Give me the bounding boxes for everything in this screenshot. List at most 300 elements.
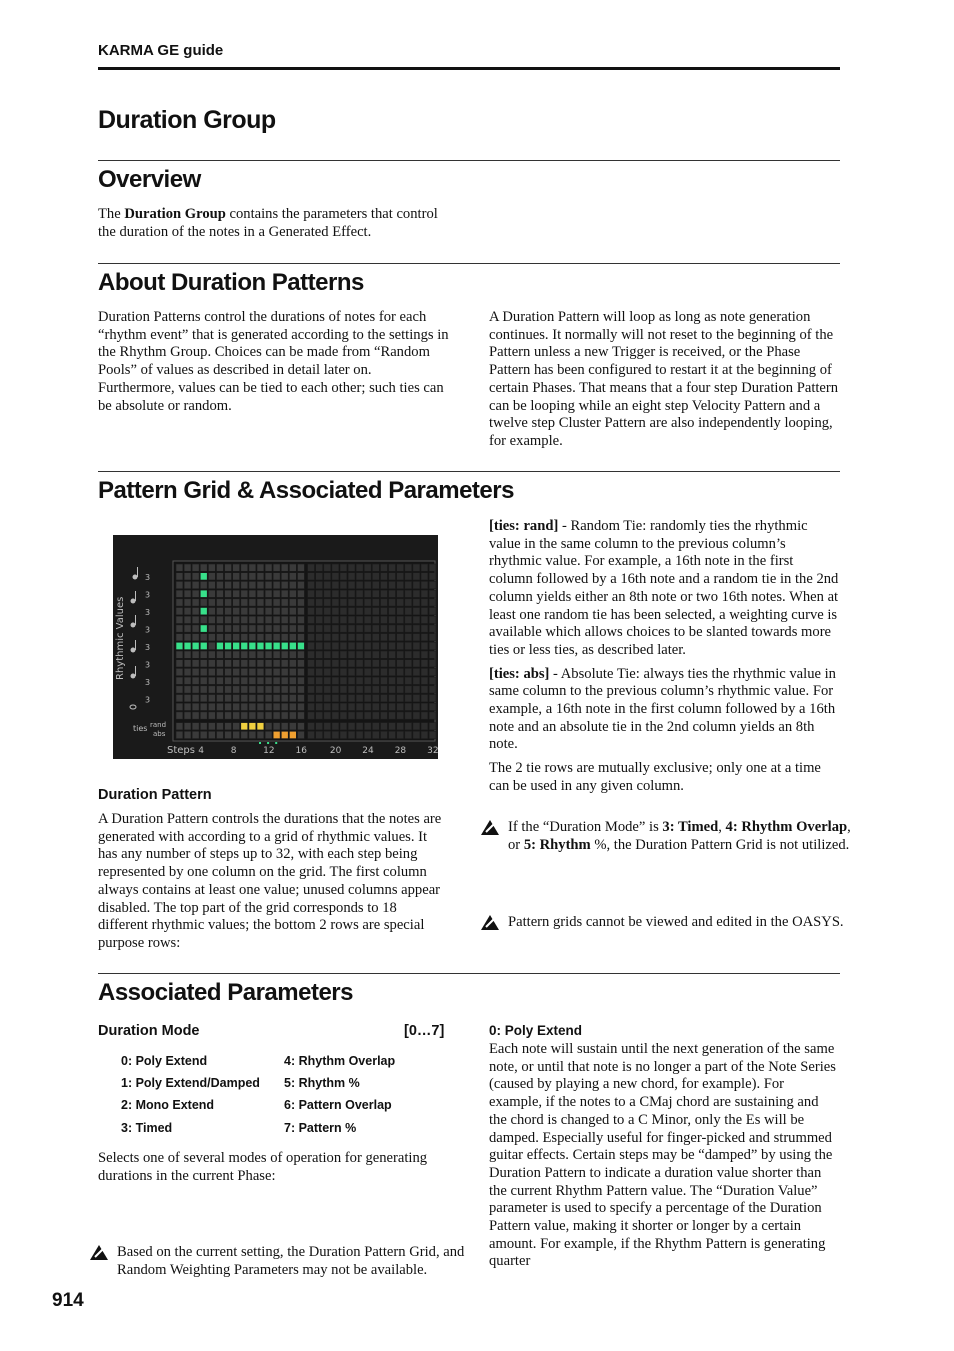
grid-cell [200, 599, 207, 606]
grid-cell [208, 686, 215, 693]
grid-cell [225, 634, 232, 641]
grid-cell [372, 695, 379, 702]
grid-cell [405, 686, 412, 693]
grid-cell [200, 712, 207, 719]
grid-cell [397, 573, 404, 580]
grid-cell [356, 651, 363, 658]
grid-cell [298, 564, 305, 571]
grid-cell [405, 660, 412, 667]
grid-cell [281, 625, 288, 632]
grid-cell [389, 731, 396, 738]
grid-cell [200, 651, 207, 658]
duration-pattern-heading: Duration Pattern [98, 787, 212, 803]
grid-cell [208, 634, 215, 641]
grid-cell [281, 723, 288, 730]
grid-cell [364, 651, 371, 658]
grid-cell [389, 573, 396, 580]
heading-about-duration-patterns: About Duration Patterns [98, 269, 364, 296]
grid-cell [421, 564, 428, 571]
grid-cell [192, 686, 199, 693]
grid-cell [233, 695, 240, 702]
grid-cell [364, 573, 371, 580]
grid-cell [184, 668, 191, 675]
grid-cell [257, 712, 264, 719]
grid-cell [356, 616, 363, 623]
grid-cell [257, 677, 264, 684]
poly-extend-text: Each note will sustain until the next generation of the same note, or until that note is no longer a part of the Note Series (caused by playing a new chord, for example). For example, if the notes to a CMaj chord are sustaining and the chord is changed to a C Minor, only the Es will be damped. Especially useful for finger-picked and strummed guitar effects. Certain steps may be “damped” by using the Duration Pattern to indicate a duration value shorter than the current Rhythm Pattern value. The “Duration Value” parameter is used to specify a percentage of the Duration Pattern value, making it shorter or longer by a certain amount. For example, if the Rhythm Pattern is generating quarter [489, 1041, 836, 1270]
grid-cell [389, 564, 396, 571]
grid-cell [265, 564, 272, 571]
grid-cell [316, 616, 323, 623]
grid-cell [308, 590, 315, 597]
grid-cell [200, 608, 207, 615]
step-marker [267, 742, 269, 744]
grid-cell [340, 660, 347, 667]
grid-cell [257, 731, 264, 738]
grid-cell [281, 608, 288, 615]
grid-cell [356, 712, 363, 719]
grid-cell [405, 590, 412, 597]
grid-cell [241, 695, 248, 702]
grid-cell [429, 564, 436, 571]
grid-cell [225, 573, 232, 580]
grid-cell [208, 731, 215, 738]
grid-cell [389, 660, 396, 667]
grid-cell [332, 668, 339, 675]
grid-cell [308, 703, 315, 710]
grid-cell [217, 660, 224, 667]
grid-cell [217, 695, 224, 702]
grid-cell [265, 608, 272, 615]
grid-cell [413, 677, 420, 684]
grid-cell [217, 642, 224, 649]
grid-cell [217, 686, 224, 693]
grid-cell [192, 723, 199, 730]
grid-cell [289, 590, 296, 597]
grid-cell [176, 660, 183, 667]
grid-cell [308, 634, 315, 641]
grid-cell [298, 712, 305, 719]
grid-cell [397, 712, 404, 719]
grid-cell [405, 625, 412, 632]
grid-cell [217, 608, 224, 615]
grid-cell [356, 564, 363, 571]
grid-cell [413, 581, 420, 588]
grid-cell [405, 581, 412, 588]
grid-cell [298, 668, 305, 675]
grid-cell [249, 608, 256, 615]
grid-cell [200, 686, 207, 693]
grid-cell [249, 723, 256, 730]
grid-cell [200, 573, 207, 580]
grid-cell [192, 712, 199, 719]
grid-cell [225, 564, 232, 571]
grid-cell [176, 599, 183, 606]
grid-cell [429, 616, 436, 623]
grid-cell [389, 712, 396, 719]
heading-associated-parameters: Associated Parameters [98, 979, 353, 1006]
grid-cell [225, 660, 232, 667]
grid-cell [257, 723, 264, 730]
grid-cell [332, 712, 339, 719]
grid-cell [356, 599, 363, 606]
grid-cell [332, 590, 339, 597]
grid-cell [298, 642, 305, 649]
grid-cell [249, 590, 256, 597]
grid-cell [348, 677, 355, 684]
grid-cell [397, 616, 404, 623]
triplet-mark: 3 [145, 660, 151, 670]
grid-cell [405, 642, 412, 649]
mode-option: 4: Rhythm Overlap [284, 1054, 396, 1068]
grid-cell [316, 731, 323, 738]
grid-cell [429, 695, 436, 702]
grid-cell [192, 634, 199, 641]
grid-cell [389, 723, 396, 730]
grid-cell [192, 668, 199, 675]
grid-cell [208, 599, 215, 606]
grid-cell [429, 686, 436, 693]
grid-cell [405, 695, 412, 702]
grid-cell [364, 616, 371, 623]
grid-cell [348, 642, 355, 649]
grid-cell [429, 590, 436, 597]
grid-cell [429, 703, 436, 710]
grid-cell [265, 599, 272, 606]
grid-cell [192, 695, 199, 702]
grid-cell [413, 723, 420, 730]
grid-cell [265, 642, 272, 649]
grid-cell [249, 625, 256, 632]
grid-cell [429, 660, 436, 667]
grid-cell [249, 634, 256, 641]
grid-cell [176, 731, 183, 738]
ties-description: [ties: rand] - Random Tie: randomly ties the rhythmic value in the same column to the previous column’s rhythmic value. For example, a 16th note in the first column followed by a 16th note and a random tie in the 2nd column yields either an 8th note or two 16th notes. When at least one random tie has been selected, a weighting curve is available which allows choices to be slanted towards more ties or less ties, as described later. [ties: abs] - Absolute Tie: always ties the rhythmic value in same column to the previous column’s rhythmic value. For example, a 16th note in the first column followed by a 16th note and an absolute tie in the 2nd column yields an 8th note. The 2 tie rows are mutually exclusive; only one at a time can be used in any given column. [489, 518, 839, 794]
grid-cell [233, 731, 240, 738]
grid-cell [372, 581, 379, 588]
grid-cell [184, 599, 191, 606]
grid-cell [225, 686, 232, 693]
grid-cell [257, 642, 264, 649]
grid-cell [241, 668, 248, 675]
grid-cell [192, 642, 199, 649]
grid-cell [389, 695, 396, 702]
grid-cell [397, 660, 404, 667]
grid-cell [397, 686, 404, 693]
grid-cell [241, 677, 248, 684]
grid-cell [176, 677, 183, 684]
grid-cell [281, 668, 288, 675]
grid-cell [289, 581, 296, 588]
grid-cell [421, 651, 428, 658]
grid-cell [265, 625, 272, 632]
grid-cell [233, 651, 240, 658]
grid-cell [340, 599, 347, 606]
grid-cell [308, 625, 315, 632]
grid-cell [184, 564, 191, 571]
grid-cell [273, 703, 280, 710]
grid-cell [273, 668, 280, 675]
grid-cell [405, 616, 412, 623]
grid-cell [241, 590, 248, 597]
grid-cell [397, 695, 404, 702]
grid-cell [225, 712, 232, 719]
grid-cell [257, 573, 264, 580]
grid-cell [429, 625, 436, 632]
grid-cell [200, 634, 207, 641]
grid-cell [184, 703, 191, 710]
grid-cell [324, 599, 331, 606]
grid-cell [397, 581, 404, 588]
grid-cell [340, 651, 347, 658]
grid-cell [397, 723, 404, 730]
grid-cell [273, 616, 280, 623]
grid-cell [208, 608, 215, 615]
grid-cell [316, 642, 323, 649]
abs-label: abs [153, 730, 166, 738]
grid-cell [421, 668, 428, 675]
grid-cell [316, 573, 323, 580]
note-availability: Based on the current setting, the Duration Pattern Grid, and Random Weighting Parameters may not be available. [89, 1244, 469, 1279]
grid-cell [421, 703, 428, 710]
grid-cell [257, 686, 264, 693]
grid-cell [389, 703, 396, 710]
grid-cell [233, 677, 240, 684]
mode-option: 0: Poly Extend [121, 1054, 208, 1068]
grid-cell [356, 581, 363, 588]
grid-cell [241, 625, 248, 632]
grid-cell [225, 599, 232, 606]
grid-cell [249, 668, 256, 675]
grid-cell [316, 564, 323, 571]
grid-cell [241, 660, 248, 667]
grid-cell [389, 590, 396, 597]
grid-cell [405, 608, 412, 615]
grid-cell [200, 642, 207, 649]
grid-cell [413, 573, 420, 580]
note-duration-mode: If the “Duration Mode” is 3: Timed, 4: Rhythm Overlap, or 5: Rhythm %, the Duration Pattern Grid is not utilized. [480, 819, 858, 854]
grid-cell [413, 564, 420, 571]
grid-cell [184, 677, 191, 684]
pencil-note-icon [480, 819, 500, 842]
grid-cell [397, 608, 404, 615]
grid-cell [429, 731, 436, 738]
grid-cell [348, 703, 355, 710]
grid-cell [233, 634, 240, 641]
grid-cell [176, 712, 183, 719]
grid-cell [381, 668, 388, 675]
grid-cell [241, 599, 248, 606]
grid-cell [421, 642, 428, 649]
mode-option: 2: Mono Extend [121, 1098, 215, 1112]
grid-cell [316, 660, 323, 667]
grid-cell [413, 731, 420, 738]
grid-cell [348, 599, 355, 606]
grid-cell [405, 668, 412, 675]
grid-cell [364, 634, 371, 641]
grid-cell [348, 651, 355, 658]
grid-cell [340, 616, 347, 623]
grid-cell [364, 642, 371, 649]
grid-cell [298, 573, 305, 580]
grid-cell [332, 723, 339, 730]
grid-cell [372, 703, 379, 710]
grid-cell [397, 677, 404, 684]
grid-cell [273, 723, 280, 730]
grid-cell [273, 564, 280, 571]
mode-option: 1: Poly Extend/Damped [121, 1076, 260, 1090]
grid-cell [389, 668, 396, 675]
grid-cell [356, 642, 363, 649]
grid-cell [308, 668, 315, 675]
grid-cell [184, 660, 191, 667]
grid-cell [298, 660, 305, 667]
step-tick-label: 8 [230, 746, 237, 756]
grid-cell [324, 608, 331, 615]
step-tick-label: 28 [394, 746, 407, 756]
grid-cell [208, 616, 215, 623]
grid-cell [413, 695, 420, 702]
grid-cell [176, 651, 183, 658]
grid-cell [233, 616, 240, 623]
grid-cell [364, 677, 371, 684]
grid-cell [389, 686, 396, 693]
grid-cell [372, 677, 379, 684]
grid-cell [273, 686, 280, 693]
grid-cell [233, 573, 240, 580]
grid-cell [381, 581, 388, 588]
grid-cell [225, 695, 232, 702]
grid-cell [225, 677, 232, 684]
grid-cell [397, 731, 404, 738]
grid-cell [192, 581, 199, 588]
grid-cell [356, 590, 363, 597]
grid-cell [217, 616, 224, 623]
grid-cell [421, 616, 428, 623]
grid-cell [389, 642, 396, 649]
grid-cell [308, 660, 315, 667]
grid-cell [241, 564, 248, 571]
overview-text: The Duration Group contains the parameters that control the duration of the notes in a Generated Effect. [98, 206, 438, 240]
grid-cell [340, 703, 347, 710]
grid-cell [372, 634, 379, 641]
triplet-mark: 3 [145, 625, 151, 635]
grid-cell [176, 581, 183, 588]
grid-cell [257, 625, 264, 632]
grid-cell [298, 695, 305, 702]
grid-cell [265, 590, 272, 597]
grid-cell [413, 590, 420, 597]
grid-cell [429, 608, 436, 615]
grid-cell [217, 564, 224, 571]
grid-cell [289, 573, 296, 580]
step-marker [259, 742, 261, 744]
grid-cell [372, 599, 379, 606]
grid-cell [356, 695, 363, 702]
grid-cell [273, 660, 280, 667]
grid-cell [397, 590, 404, 597]
grid-cell [348, 731, 355, 738]
grid-cell [225, 625, 232, 632]
grid-cell [257, 703, 264, 710]
grid-cell [324, 668, 331, 675]
mode-option: 5: Rhythm % [284, 1076, 360, 1090]
grid-cell [332, 731, 339, 738]
grid-cell [397, 564, 404, 571]
grid-cell [308, 686, 315, 693]
grid-cell [413, 616, 420, 623]
grid-cell [413, 668, 420, 675]
grid-cell [348, 581, 355, 588]
grid-cell [389, 625, 396, 632]
grid-cell [413, 625, 420, 632]
grid-cell [298, 608, 305, 615]
grid-cell [364, 581, 371, 588]
grid-cell [281, 590, 288, 597]
grid-cell [217, 573, 224, 580]
grid-cell [340, 564, 347, 571]
grid-cell [421, 731, 428, 738]
grid-cell [429, 668, 436, 675]
grid-cell [281, 712, 288, 719]
grid-cell [241, 712, 248, 719]
rand-label: rand [150, 721, 167, 729]
grid-cell [381, 564, 388, 571]
grid-cell [381, 616, 388, 623]
grid-cell [324, 616, 331, 623]
grid-cell [298, 634, 305, 641]
grid-cell [372, 651, 379, 658]
grid-cell [184, 634, 191, 641]
grid-cell [273, 599, 280, 606]
duration-pattern-grid-image [113, 535, 438, 759]
pencil-note-icon [89, 1244, 109, 1267]
grid-cell [192, 616, 199, 623]
grid-cell [208, 660, 215, 667]
grid-cell [429, 712, 436, 719]
grid-cell [364, 703, 371, 710]
grid-cell [257, 564, 264, 571]
grid-cell [265, 668, 272, 675]
grid-cell [381, 686, 388, 693]
grid-cell [429, 723, 436, 730]
grid-cell [265, 731, 272, 738]
grid-cell [289, 668, 296, 675]
grid-cell [289, 651, 296, 658]
grid-cell [265, 712, 272, 719]
grid-cell [340, 573, 347, 580]
grid-cell [421, 581, 428, 588]
grid-cell [316, 677, 323, 684]
grid-cell [249, 677, 256, 684]
grid-cell [233, 712, 240, 719]
grid-cell [176, 573, 183, 580]
grid-cell [348, 564, 355, 571]
grid-cell [381, 590, 388, 597]
grid-cell [348, 590, 355, 597]
grid-cell [316, 703, 323, 710]
duration-pattern-text: A Duration Pattern controls the durations that the notes are generated with according to a grid of rhythmic values. It has any number of steps up to 32, with each step being represented by one column on the grid. The first column always contains at least one value; unused columns appear disabled. The top part of the grid corresponds to 18 different rhythmic values; the bottom 2 rows are special purpose rows: [98, 811, 442, 951]
grid-cell [340, 723, 347, 730]
grid-cell [405, 723, 412, 730]
grid-cell [225, 703, 232, 710]
grid-cell [225, 668, 232, 675]
grid-cell [364, 723, 371, 730]
grid-cell [364, 695, 371, 702]
grid-cell [332, 651, 339, 658]
triplet-mark: 3 [145, 695, 151, 705]
grid-cell [397, 703, 404, 710]
